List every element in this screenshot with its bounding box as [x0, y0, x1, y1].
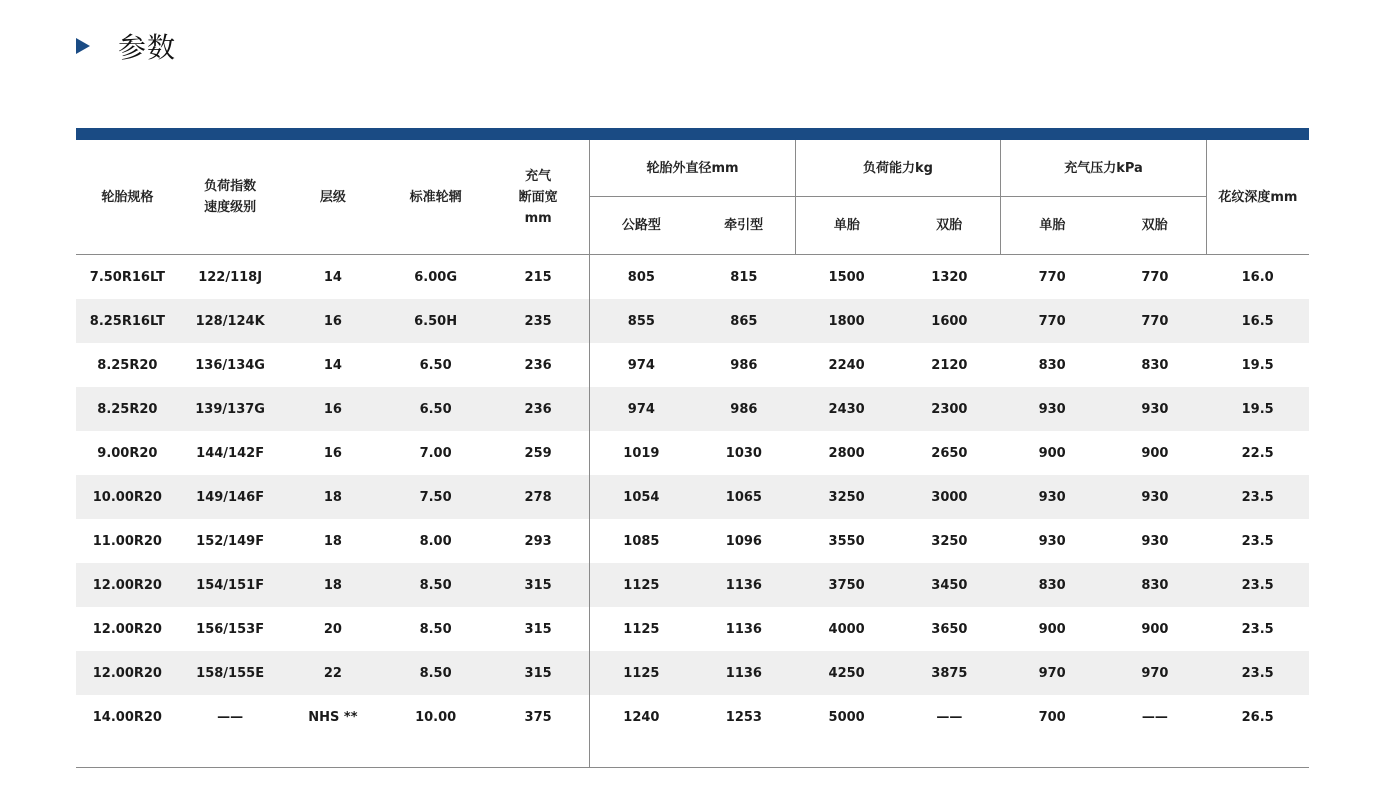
header-rim: 标准轮辋: [409, 189, 462, 205]
table-padding-row: [76, 739, 1309, 767]
table-bottom-line: [76, 767, 1309, 768]
table-row: [76, 343, 1309, 387]
cell-pressure-dual: 970: [1104, 651, 1207, 695]
cell-load-dual: 2120: [931, 357, 968, 373]
header-pressure-dual: 双胎: [1104, 197, 1207, 255]
cell-pressure-dual: 930: [1104, 475, 1207, 519]
header-load-dual: 双胎: [898, 197, 1001, 255]
cell-rim: 6.50H: [384, 299, 487, 343]
header-load-capacity: 负荷能力kg: [795, 140, 1001, 197]
cell-tread-depth: 23.5: [1206, 651, 1309, 695]
cell-road-diameter: 974: [590, 387, 693, 431]
cell-ply: 18: [282, 475, 385, 519]
cell-pressure-single: 970: [1001, 651, 1104, 695]
padding-cell: [384, 739, 487, 767]
cell-load-single: 2430: [795, 387, 898, 431]
cell-pressure-dual: 830: [1141, 357, 1169, 373]
cell-section-width: 315: [524, 621, 552, 637]
cell-load-dual: 3250: [931, 533, 968, 549]
triangle-bullet-icon: [76, 38, 90, 54]
cell-pressure-dual: 830: [1104, 563, 1207, 607]
cell-ply: 18: [282, 563, 385, 607]
cell-spec: 12.00R20: [92, 621, 162, 637]
cell-rim: 10.00: [415, 709, 457, 725]
padding-cell: [1104, 739, 1207, 767]
cell-load-single: 1500: [828, 269, 865, 285]
cell-pressure-single: 930: [1001, 475, 1104, 519]
cell-load-dual: 1320: [931, 269, 968, 285]
cell-traction-diameter: 1136: [693, 563, 796, 607]
padding-cell: [795, 739, 898, 767]
cell-rim: 8.00: [419, 533, 452, 549]
cell-load-dual: 1600: [898, 299, 1001, 343]
cell-load-dual: ——: [936, 709, 963, 725]
cell-ply: 14: [323, 357, 342, 373]
cell-road-diameter: 1125: [590, 607, 693, 651]
header-section-width-line1: 充气: [525, 168, 552, 184]
cell-section-width: 235: [487, 299, 590, 343]
cell-section-width: 315: [487, 651, 590, 695]
spec-table-container: [76, 128, 1309, 768]
cell-pressure-single: 930: [1001, 387, 1104, 431]
cell-road-diameter: 1085: [590, 519, 693, 563]
table-row: [76, 651, 1309, 695]
cell-rim: 8.50: [384, 651, 487, 695]
cell-load-single: 3550: [828, 533, 865, 549]
table-row: [76, 475, 1309, 519]
cell-ply: 18: [323, 533, 342, 549]
header-load-index: 负荷指数: [204, 179, 257, 194]
padding-cell: [590, 739, 693, 767]
padding-cell: [898, 739, 1001, 767]
cell-traction-diameter: 1253: [725, 709, 762, 725]
cell-load-single: 4000: [828, 621, 865, 637]
cell-rim: 7.50: [384, 475, 487, 519]
padding-cell: [76, 739, 179, 767]
cell-load-speed: 136/134G: [195, 357, 265, 373]
header-load-speed: [179, 140, 282, 255]
cell-spec: 8.25R16LT: [76, 299, 179, 343]
cell-load-dual: 3875: [898, 651, 1001, 695]
cell-tread-depth: 26.5: [1241, 709, 1274, 725]
cell-load-speed: 149/146F: [179, 475, 282, 519]
cell-load-speed: ——: [217, 709, 244, 725]
table-row: [76, 387, 1309, 431]
cell-load-speed: 158/155E: [179, 651, 282, 695]
cell-road-diameter: 1125: [590, 563, 693, 607]
cell-road-diameter: 1240: [590, 695, 693, 739]
cell-load-speed: 154/151F: [179, 563, 282, 607]
cell-load-dual: 2300: [898, 387, 1001, 431]
cell-pressure-single: 830: [1001, 563, 1104, 607]
cell-spec: 7.50R16LT: [89, 269, 165, 285]
cell-load-single: 5000: [828, 709, 865, 725]
cell-ply: 16: [282, 299, 385, 343]
table-row: [76, 695, 1309, 739]
cell-spec: 8.25R20: [97, 357, 158, 373]
cell-spec: 12.00R20: [76, 563, 179, 607]
cell-traction-diameter: 1030: [725, 445, 762, 461]
cell-pressure-dual: 770: [1141, 269, 1169, 285]
header-spec: 轮胎规格: [101, 189, 154, 205]
cell-road-diameter: 1019: [590, 431, 693, 475]
cell-load-speed: 139/137G: [179, 387, 282, 431]
cell-section-width: 236: [524, 357, 552, 373]
cell-traction-diameter: 1096: [725, 533, 762, 549]
cell-spec: 12.00R20: [76, 651, 179, 695]
table-top-bar: [76, 128, 1309, 140]
cell-pressure-dual: 930: [1104, 387, 1207, 431]
cell-traction-diameter: 986: [730, 357, 758, 373]
cell-load-speed: 122/118J: [198, 269, 263, 285]
cell-load-single: 2800: [828, 445, 865, 461]
cell-traction-diameter: 986: [693, 387, 796, 431]
cell-ply: 14: [323, 269, 342, 285]
cell-tread-depth: 16.5: [1206, 299, 1309, 343]
cell-load-dual: 3450: [898, 563, 1001, 607]
cell-pressure-single: 770: [1001, 299, 1104, 343]
cell-ply: 22: [282, 651, 385, 695]
cell-load-dual: 3650: [931, 621, 968, 637]
cell-traction-diameter: 1065: [693, 475, 796, 519]
cell-tread-depth: 23.5: [1206, 563, 1309, 607]
cell-load-single: 2240: [828, 357, 865, 373]
cell-rim: 8.50: [419, 621, 452, 637]
section-header: [76, 28, 176, 64]
cell-ply: 20: [323, 621, 342, 637]
table-row: [76, 563, 1309, 607]
header-speed-rating: 速度级别: [204, 200, 257, 215]
padding-cell: [179, 739, 282, 767]
cell-rim: 6.50: [384, 387, 487, 431]
padding-cell: [282, 739, 385, 767]
cell-road-diameter: 1125: [590, 651, 693, 695]
cell-load-dual: 3000: [898, 475, 1001, 519]
section-title: 参数: [118, 31, 177, 64]
cell-section-width: 375: [524, 709, 552, 725]
cell-spec: 10.00R20: [76, 475, 179, 519]
header-traction-type: 牵引型: [693, 197, 796, 255]
cell-rim: 8.50: [384, 563, 487, 607]
cell-ply: 16: [323, 445, 342, 461]
cell-pressure-single: 900: [1038, 445, 1066, 461]
cell-pressure-dual: 900: [1141, 445, 1169, 461]
header-outer-diameter: 轮胎外直径mm: [590, 140, 796, 197]
header-ply: 层级: [319, 189, 346, 205]
padding-cell: [487, 739, 590, 767]
cell-load-single: 3250: [795, 475, 898, 519]
cell-ply: NHS **: [308, 709, 358, 725]
header-pressure: 充气压力kPa: [1001, 140, 1207, 197]
cell-pressure-single: 900: [1038, 621, 1066, 637]
cell-section-width: 278: [487, 475, 590, 519]
cell-spec: 8.25R20: [76, 387, 179, 431]
cell-pressure-dual: 900: [1141, 621, 1169, 637]
table-row: [76, 255, 1309, 300]
cell-tread-depth: 23.5: [1241, 621, 1274, 637]
cell-traction-diameter: 815: [730, 269, 758, 285]
cell-traction-diameter: 1136: [725, 621, 762, 637]
padding-cell: [693, 739, 796, 767]
cell-pressure-dual: 770: [1104, 299, 1207, 343]
cell-spec: 9.00R20: [97, 445, 158, 461]
cell-section-width: 215: [524, 269, 552, 285]
cell-ply: 16: [282, 387, 385, 431]
header-pressure-single: 单胎: [1001, 197, 1104, 255]
spec-table: [76, 140, 1309, 767]
cell-tread-depth: 19.5: [1241, 357, 1274, 373]
table-row: [76, 431, 1309, 475]
header-load-single: 单胎: [795, 197, 898, 255]
cell-road-diameter: 974: [590, 343, 693, 387]
cell-tread-depth: 16.0: [1241, 269, 1274, 285]
cell-road-diameter: 805: [590, 255, 693, 300]
cell-load-single: 3750: [795, 563, 898, 607]
table-row: [76, 607, 1309, 651]
header-section-width: [487, 140, 590, 255]
cell-load-speed: 156/153F: [196, 621, 265, 637]
cell-road-diameter: 1054: [590, 475, 693, 519]
padding-cell: [1206, 739, 1309, 767]
header-section-width-line2: 断面宽: [518, 189, 558, 205]
cell-load-speed: 152/149F: [196, 533, 265, 549]
cell-road-diameter: 855: [590, 299, 693, 343]
cell-spec: 11.00R20: [92, 533, 162, 549]
header-tread-depth: 花纹深度mm: [1206, 140, 1309, 255]
cell-section-width: 259: [524, 445, 552, 461]
table-row: [76, 519, 1309, 563]
padding-cell: [1001, 739, 1104, 767]
cell-tread-depth: 19.5: [1206, 387, 1309, 431]
header-section-width-line3: mm: [524, 210, 552, 226]
cell-rim: 6.50: [419, 357, 452, 373]
cell-load-single: 1800: [795, 299, 898, 343]
cell-spec: 14.00R20: [92, 709, 162, 725]
cell-pressure-single: 770: [1038, 269, 1066, 285]
cell-pressure-single: 830: [1038, 357, 1066, 373]
cell-load-single: 4250: [795, 651, 898, 695]
cell-load-speed: 128/124K: [179, 299, 282, 343]
cell-load-speed: 144/142F: [196, 445, 265, 461]
cell-pressure-dual: 930: [1141, 533, 1169, 549]
cell-section-width: 293: [524, 533, 552, 549]
cell-pressure-dual: ——: [1141, 709, 1168, 725]
cell-tread-depth: 22.5: [1241, 445, 1274, 461]
cell-rim: 7.00: [419, 445, 452, 461]
header-road-type: 公路型: [590, 197, 693, 255]
cell-load-dual: 2650: [931, 445, 968, 461]
cell-tread-depth: 23.5: [1206, 475, 1309, 519]
cell-section-width: 315: [487, 563, 590, 607]
cell-pressure-single: 700: [1038, 709, 1066, 725]
cell-traction-diameter: 865: [693, 299, 796, 343]
cell-section-width: 236: [487, 387, 590, 431]
cell-pressure-single: 930: [1038, 533, 1066, 549]
table-row: [76, 299, 1309, 343]
cell-traction-diameter: 1136: [693, 651, 796, 695]
cell-rim: 6.00G: [414, 269, 457, 285]
table-body: [76, 255, 1309, 768]
cell-tread-depth: 23.5: [1241, 533, 1274, 549]
